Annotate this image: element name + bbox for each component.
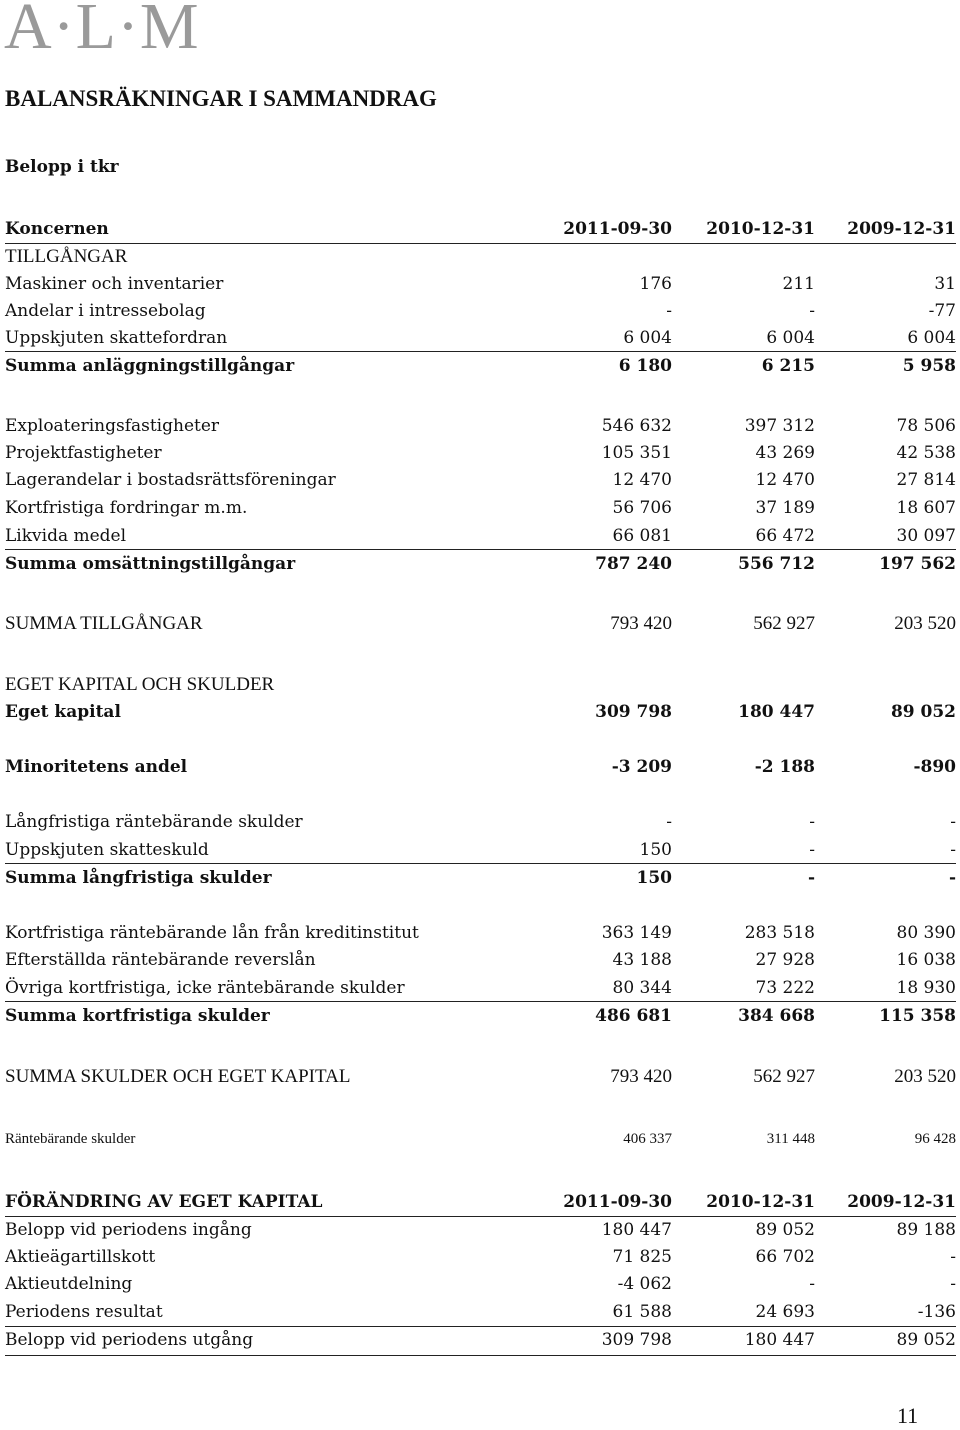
row-value-2: - [809,1274,815,1294]
row-label: Summa anläggningstillgångar [5,356,295,376]
row-value-2: 24 693 [755,1302,815,1322]
subtotal-row [5,1004,956,1028]
heading-rule [5,243,956,244]
row-value-2: 384 668 [738,1006,815,1026]
row-label: Eget kapital [5,702,121,722]
row-value-1: 793 420 [610,613,672,634]
row-value-1: 66 081 [612,526,672,546]
row-value-1: 61 588 [612,1302,672,1322]
subtotal-row [5,866,956,890]
row-value-3: 89 188 [896,1220,956,1240]
equity-change-heading-label: FÖRÄNDRING AV EGET KAPITAL [5,1192,323,1212]
row-label: Kortfristiga räntebärande lån från kreditinstitut [5,923,419,943]
row-value-3: -136 [917,1302,956,1322]
row-value-1: 150 [639,840,672,860]
row-label: Periodens resultat [5,1302,163,1322]
row-value-2: - [807,868,815,888]
row-value-3: 203 520 [894,1066,956,1087]
table-row [5,299,956,323]
row-label: Summa kortfristiga skulder [5,1006,270,1026]
column-date-2: 2010-12-31 [706,1192,815,1212]
table-row [5,441,956,465]
row-value-3: 42 538 [896,443,956,463]
row-label: SUMMA TILLGÅNGAR [5,613,203,634]
table-row [5,326,956,350]
row-value-2: 12 470 [755,470,815,490]
row-label: Efterställda räntebärande reverslån [5,950,316,970]
column-date-1: 2011-09-30 [563,1192,672,1212]
heading-rule [5,1216,956,1217]
row-label: Summa långfristiga skulder [5,868,272,888]
row-label: Belopp vid periodens ingång [5,1220,252,1240]
row-label: Övriga kortfristiga, icke räntebärande skulder [5,978,405,998]
closing-top-rule [5,1326,956,1327]
row-label: Projektfastigheter [5,443,162,463]
page-number: 11 [897,1403,919,1428]
row-value-2: - [809,840,815,860]
row-value-1: 180 447 [601,1220,672,1240]
row-value-2: 562 927 [753,1066,815,1087]
row-label: Uppskjuten skatteskuld [5,840,209,860]
table-row [5,948,956,972]
row-value-2: 73 222 [755,978,815,998]
row-value-1: 309 798 [601,1330,672,1350]
subtotal-rule [5,863,956,864]
row-value-3: - [950,812,956,832]
row-value-1: 486 681 [595,1006,672,1026]
row-label: SUMMA SKULDER OCH EGET KAPITAL [5,1066,351,1087]
subtotal-rule [5,351,956,352]
row-value-3: 89 052 [890,702,956,722]
row-value-1: 12 470 [612,470,672,490]
row-label: Exploateringsfastigheter [5,416,220,436]
row-value-1: 150 [636,868,672,888]
row-value-3: 5 958 [902,356,956,376]
row-value-3: 16 038 [896,950,956,970]
row-value-3: - [950,840,956,860]
row-value-1: 6 004 [623,328,672,348]
amount-unit-note: Belopp i tkr [5,157,119,177]
row-label: Minoritetens andel [5,757,188,777]
subtotal-rule [5,1001,956,1002]
row-label: Långfristiga räntebärande skulder [5,812,303,832]
row-value-2: 89 052 [755,1220,815,1240]
row-value-2: 37 189 [755,498,815,518]
table-row [5,524,956,548]
row-value-1: 793 420 [610,1066,672,1087]
row-value-2: -2 188 [754,757,815,777]
row-value-3: -77 [928,301,956,321]
table-row [5,414,956,438]
subtotal-row [5,354,956,378]
closing-bottom-rule [5,1355,956,1356]
row-value-2: 556 712 [738,554,815,574]
row-value-2: 211 [782,274,815,294]
row-value-3: 78 506 [896,416,956,436]
section-label-text: TILLGÅNGAR [5,246,128,267]
row-value-2: 562 927 [753,613,815,634]
table-row [5,1245,956,1269]
row-value-1: 309 798 [595,702,672,722]
row-value-1: 406 337 [623,1131,672,1147]
row-value-3: 31 [934,274,956,294]
row-value-1: 43 188 [612,950,672,970]
interest-bearing-row [5,1127,956,1151]
row-label: Aktieutdelning [5,1274,133,1294]
row-value-3: 89 052 [896,1330,956,1350]
row-label: Summa omsättningstillgångar [5,554,296,574]
column-date-2: 2010-12-31 [706,219,815,239]
row-value-2: 66 702 [755,1247,815,1267]
table-row [5,810,956,834]
row-value-3: 18 930 [896,978,956,998]
table-row [5,921,956,945]
section-label-text: EGET KAPITAL OCH SKULDER [5,674,275,695]
table-row [5,1218,956,1242]
row-value-2: - [809,812,815,832]
table-row [5,272,956,296]
row-value-1: 80 344 [612,978,672,998]
row-value-1: 176 [639,274,672,294]
row-value-3: 197 562 [879,554,956,574]
row-value-2: 283 518 [744,923,815,943]
row-value-3: 27 814 [896,470,956,490]
row-value-2: - [809,301,815,321]
row-label: Maskiner och inventarier [5,274,224,294]
subtotal-rule [5,549,956,550]
row-label: Kortfristiga fordringar m.m. [5,498,248,518]
page-title: BALANSRÄKNINGAR I SAMMANDRAG [5,86,437,111]
row-value-2: 180 447 [738,702,815,722]
row-value-3: 115 358 [879,1006,956,1026]
row-value-1: 71 825 [612,1247,672,1267]
table-row [5,1272,956,1296]
row-label: Andelar i intressebolag [5,301,206,321]
row-label: Belopp vid periodens utgång [5,1330,254,1350]
column-date-3: 2009-12-31 [847,1192,956,1212]
table-row [5,496,956,520]
row-value-2: 397 312 [744,416,815,436]
table-row [5,838,956,862]
table-row [5,976,956,1000]
equity-change-heading-row [5,1190,956,1214]
row-value-2: 43 269 [755,443,815,463]
closing-row [5,1328,956,1352]
balance-heading-row [5,217,956,241]
total-row [5,1065,956,1089]
row-value-1: 56 706 [612,498,672,518]
balance-heading-label: Koncernen [5,219,109,239]
row-value-3: 18 607 [896,498,956,518]
row-label: Aktieägartillskott [5,1247,156,1267]
row-label: Räntebärande skulder [5,1131,136,1147]
row-value-2: 66 472 [755,526,815,546]
row-value-3: 30 097 [896,526,956,546]
row-value-2: 180 447 [744,1330,815,1350]
row-value-1: 787 240 [595,554,672,574]
subtotal-row [5,552,956,576]
minority-row [5,755,956,779]
row-value-1: -3 209 [611,757,672,777]
table-row [5,468,956,492]
company-logo: A·L·M [4,0,200,63]
row-value-1: -4 062 [617,1274,672,1294]
row-label: Likvida medel [5,526,127,546]
row-value-1: 546 632 [601,416,672,436]
row-value-1: 6 180 [618,356,672,376]
column-date-3: 2009-12-31 [847,219,956,239]
column-date-1: 2011-09-30 [563,219,672,239]
section-label-equity-liabilities [5,673,956,697]
row-value-3: - [950,1274,956,1294]
total-row [5,612,956,636]
table-row [5,1300,956,1324]
section-label-assets [5,245,956,269]
row-value-2: 6 004 [766,328,815,348]
row-value-2: 27 928 [755,950,815,970]
equity-row [5,700,956,724]
row-value-1: 105 351 [601,443,672,463]
row-value-1: - [666,812,672,832]
row-value-3: 80 390 [896,923,956,943]
row-value-1: - [666,301,672,321]
row-value-3: - [950,1247,956,1267]
row-label: Lagerandelar i bostadsrättsföreningar [5,470,336,490]
row-value-3: -890 [913,757,956,777]
row-value-3: 203 520 [894,613,956,634]
row-label: Uppskjuten skattefordran [5,328,228,348]
row-value-1: 363 149 [601,923,672,943]
row-value-2: 6 215 [761,356,815,376]
row-value-3: 96 428 [914,1131,956,1147]
row-value-3: - [948,868,956,888]
row-value-3: 6 004 [907,328,956,348]
row-value-2: 311 448 [766,1131,815,1147]
